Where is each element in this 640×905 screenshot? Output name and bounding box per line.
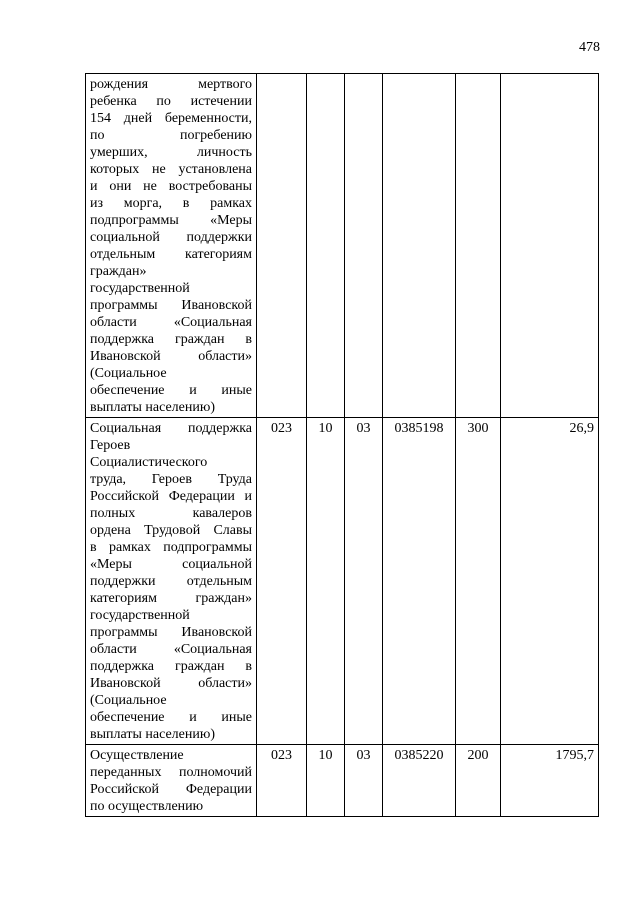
row-name-line: Социальная поддержка — [90, 421, 252, 436]
budget-table-body — [86, 74, 599, 817]
row-name-line: «Меры социальной — [90, 557, 252, 572]
row-name-line: программы Ивановской — [90, 625, 252, 640]
table-row — [86, 74, 599, 418]
row-name-line: в рамках подпрограммы — [90, 540, 252, 555]
cell-vr: 300 — [456, 418, 501, 745]
row-name-line: умерших, личность — [90, 145, 252, 160]
row-name-line: Российской Федерации и — [90, 489, 252, 504]
row-name-line: и они не востребованы — [90, 179, 252, 194]
row-name-line: отдельным категориям — [90, 247, 252, 262]
row-name-line: программы Ивановской — [90, 298, 252, 313]
row-name-line: социальной поддержки — [90, 230, 252, 245]
cell-rz: 10 — [307, 418, 345, 745]
row-name-line: (Социальное — [90, 693, 167, 708]
cell-vr — [456, 74, 501, 418]
cell-sum — [501, 74, 599, 418]
row-name-line: граждан» — [90, 264, 147, 279]
row-name-cell — [86, 745, 257, 817]
row-name-line: государственной — [90, 281, 190, 296]
row-name-line: области «Социальная — [90, 642, 252, 657]
cell-pr: 03 — [345, 418, 383, 745]
budget-table — [85, 73, 599, 817]
row-name-line: Героев — [90, 438, 131, 453]
cell-gr: 023 — [257, 418, 307, 745]
cell-pr: 03 — [345, 745, 383, 817]
row-name-line: по погребению — [90, 128, 252, 143]
row-name-line: подпрограммы «Меры — [90, 213, 252, 228]
row-name-line: области «Социальная — [90, 315, 252, 330]
cell-vr: 200 — [456, 745, 501, 817]
row-name-cell — [86, 74, 257, 418]
cell-gr — [257, 74, 307, 418]
row-name-line: (Социальное — [90, 366, 167, 381]
cell-csr — [383, 74, 456, 418]
row-name-line: труда, Героев Труда — [90, 472, 252, 487]
row-name-line: ордена Трудовой Славы — [90, 523, 252, 538]
cell-rz — [307, 74, 345, 418]
row-name-line: рождения мертвого — [90, 77, 252, 92]
row-name-line: поддержка граждан в — [90, 659, 252, 674]
row-name-line: поддержка граждан в — [90, 332, 252, 347]
row-name-line: выплаты населению) — [90, 400, 215, 415]
row-name-line: государственной — [90, 608, 190, 623]
row-name-line: по осуществлению — [90, 799, 204, 814]
cell-csr: 0385198 — [383, 418, 456, 745]
row-name-line: ребенка по истечении — [90, 94, 252, 109]
row-name-line: из морга, в рамках — [90, 196, 252, 211]
table-row — [86, 745, 599, 817]
row-name-line: Ивановской области» — [90, 676, 252, 691]
cell-gr: 023 — [257, 745, 307, 817]
row-name-line: переданных полномочий — [90, 765, 252, 780]
row-name-line: которых не установлена — [90, 162, 252, 177]
row-name-line: Социалистического — [90, 455, 208, 470]
page-number: 478 — [579, 40, 600, 55]
row-name-line: Осуществление — [90, 748, 184, 763]
row-name-line: обеспечение и иные — [90, 710, 252, 725]
cell-sum: 1795,7 — [501, 745, 599, 817]
table-row — [86, 418, 599, 745]
row-name-line: категориям граждан» — [90, 591, 252, 606]
row-name-cell — [86, 418, 257, 745]
cell-sum: 26,9 — [501, 418, 599, 745]
row-name-line: полных кавалеров — [90, 506, 252, 521]
row-name-line: поддержки отдельным — [90, 574, 252, 589]
row-name-line: Российской Федерации — [90, 782, 252, 797]
row-name-line: Ивановской области» — [90, 349, 252, 364]
row-name-line: 154 дней беременности, — [90, 111, 252, 126]
cell-csr: 0385220 — [383, 745, 456, 817]
row-name-line: выплаты населению) — [90, 727, 215, 742]
cell-rz: 10 — [307, 745, 345, 817]
cell-pr — [345, 74, 383, 418]
row-name-line: обеспечение и иные — [90, 383, 252, 398]
